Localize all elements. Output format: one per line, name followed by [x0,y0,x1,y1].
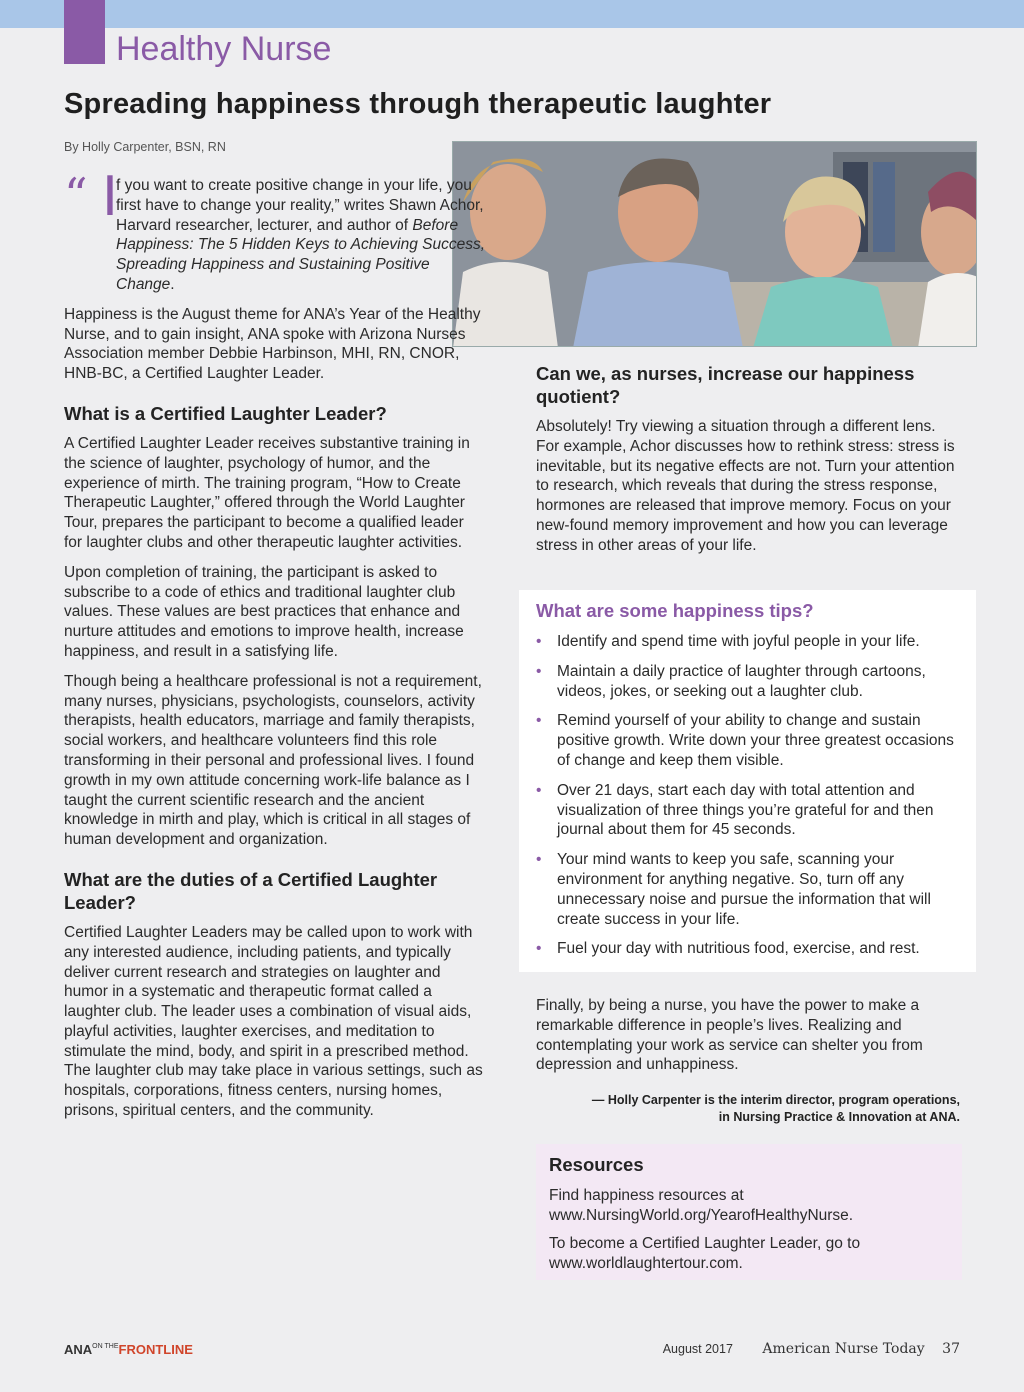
article-headline: Spreading happiness through therapeutic laughter [64,88,772,120]
tip-item: • Remind yourself of your ability to change and sustain positive growth. Write down your three greatest occasions of change and keep them visible. [536,711,960,770]
credit-line-1: — Holly Carpenter is the interim director, program operations, [591,1093,960,1107]
q3-heading: Can we, as nurses, increase our happiness quotient? [536,363,915,407]
right-column-top [536,362,962,566]
tips-list [536,632,960,959]
brand-frontline: FRONTLINE [118,1342,193,1357]
credit-line-2: in Nursing Practice & Innovation at ANA. [718,1110,960,1124]
q1-paragraph-3: Though being a healthcare professional is not a requirement, many nurses, physicians, psychologists, counselors, activity therapists, health educators, marriage and family therapists, social workers, and healthcare volunteers find this role transforming in their personal and professional lives. I found growth in my own attitude concerning work-life balance as I taught the current scientific research and the ancient knowledge in mirth and play, which is critical in all stages of human development and organization. [64,672,482,849]
closing-section [536,996,962,1085]
section-color-block [64,0,105,64]
tip-item: • Identify and spend time with joyful people in your life. [536,632,960,652]
q2-heading: What are the duties of a Certified Laughter Leader? [64,868,438,913]
tip-item: • Over 21 days, start each day with total attention and visualization of three things you’re grateful for and then journal about them for 45 seconds. [536,781,960,840]
author-credit [536,1092,960,1126]
lead-book-title: Before Happiness: The 5 Hidden Keys to Achieving Success, Spreading Happiness and Sustaining Positive Change [116,216,486,293]
tip-item: • Your mind wants to keep you safe, scanning your environment for anything negative. So, turn off any unnecessary noise and pursue the information that will create success in your life. [536,850,960,929]
footer-date: August 2017 [662,1342,733,1356]
q1-paragraph-1: A Certified Laughter Leader receives substantive training in the science of laughter, psychology of humor, and the experience of mirth. The training program, “How to Create Therapeutic Laughter,” offered through the World Laughter Tour, prepares the participant to become a qualified leader for laughter clubs and other therapeutic laughter activities. [64,434,470,551]
lead-end: . [170,275,175,293]
laughing-group-illustration [453,142,977,347]
resources-box [536,1144,962,1280]
footer-info [663,1341,960,1357]
top-color-bar [0,0,1024,28]
brand-onthe: ON THE [92,1343,119,1350]
tip-item: • Fuel your day with nutritious food, exercise, and rest. [536,939,960,959]
q3-paragraph: Absolutely! Try viewing a situation through a different lens. For example, Achor discusses how to rethink stress: stress is inevitable, but its negative effects are not. Turn your attention to research, which reveals that during the stress response, hormones are released that improve memory. Focus on your new-found memory improvement and how you can leverage stress in other areas of your life. [536,418,955,554]
tips-box [519,590,976,972]
q1-paragraph-2: Upon completion of training, the participant is asked to subscribe to a code of ethics and traditional laughter club values. These values are best practices that enhance and nurture attitudes and emotions to improve health, increase happiness, and result in a satisfying life. [64,563,464,660]
lead-paragraph [64,165,486,295]
resources-item-2: To become a Certified Laughter Leader, go to www.worldlaughtertour.com. [549,1235,861,1272]
footer-brand [64,1342,193,1357]
closing-paragraph: Finally, by being a nurse, you have the power to make a remarkable difference in people’s lives. Realizing and contemplating your work as service can shelter you from depression and unhappiness. [536,997,923,1074]
brand-ana: ANA [64,1342,93,1357]
section-title: Healthy Nurse [116,30,332,68]
page-number: 37 [942,1341,960,1357]
left-column [64,165,486,1131]
quote-mark: “ [64,168,88,222]
byline: By Holly Carpenter, BSN, RN [64,140,226,154]
intro-paragraph: Happiness is the August theme for ANA’s Year of the Healthy Nurse, and to gain insight, ANA spoke with Arizona Nurses Association member Debbie Harbinson, MHI, RN, CNOR, HNB-BC, a Certified Laughter Leader. [64,305,481,383]
tip-item: • Maintain a daily practice of laughter through cartoons, videos, jokes, or seeking out a laughter club. [536,662,960,702]
resources-item-1: Find happiness resources at www.NursingWorld.org/YearofHealthyNurse. [549,1187,854,1224]
tips-heading: What are some happiness tips? [536,600,814,621]
footer-publication: American Nurse Today [762,1341,925,1357]
resources-heading: Resources [549,1154,644,1175]
lead-text: f you want to create positive change in your life, you first have to change your reality,” writes Shawn Achor, Harvard researcher, lecturer, and author of [116,177,484,234]
article-photo [452,141,977,347]
dropcap-letter: I [102,165,118,228]
q2-paragraph: Certified Laughter Leaders may be called upon to work with any interested audience, including patients, and typically deliver current research and strategies on laughter and humor in a systematic and therapeutic format called a laughter club. The leader uses a combination of visual aids, playful activities, laughter exercises, and meditation to stimulate the mind, body, and spirit in a prescribed method. The laughter club may take place in various settings, such as hospitals, corporations, fitness centers, nursing homes, prisons, spiritual centers, and the community. [64,923,483,1120]
q1-heading: What is a Certified Laughter Leader? [64,402,387,424]
